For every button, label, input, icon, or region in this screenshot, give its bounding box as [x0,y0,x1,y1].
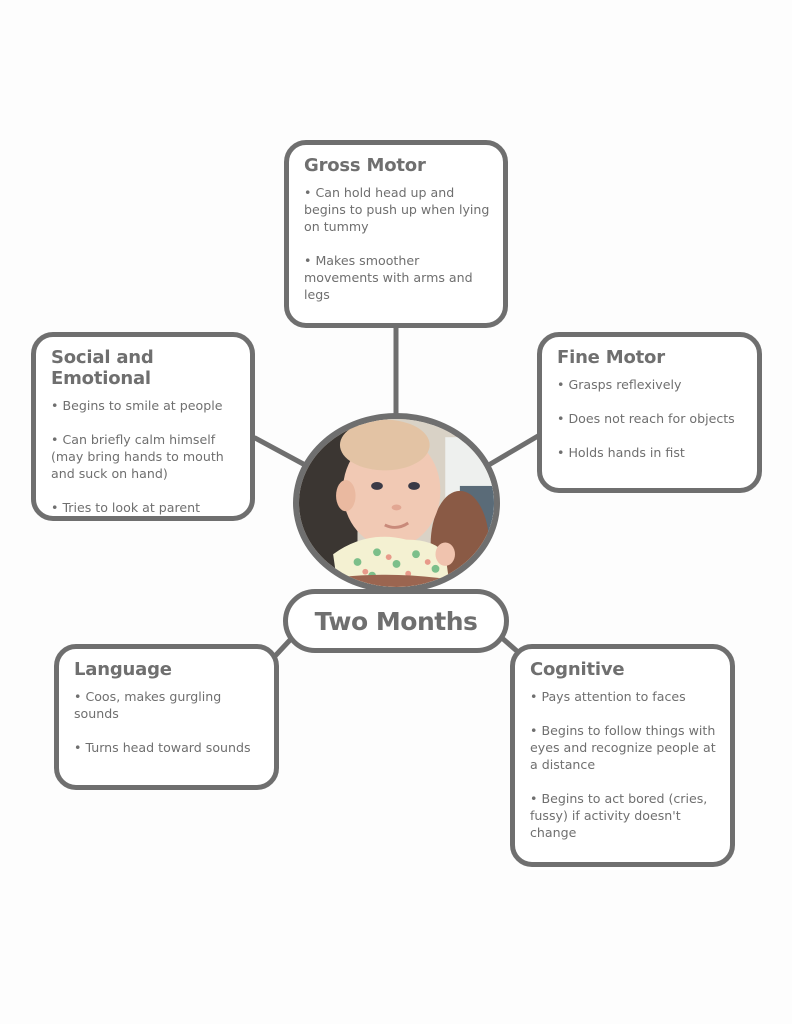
list-item: • Turns head toward sounds [74,739,262,756]
gross-motor-list [304,184,491,303]
language-card [54,644,279,790]
list-item: • Does not reach for objects [557,410,745,427]
language-title: Language [74,659,172,680]
connector-social-emotional [255,438,307,466]
list-item: • Holds hands in fist [557,444,745,461]
list-item: • Can hold head up and begins to push up when lying on tummy [304,184,491,235]
list-item: • Can briefly calm himself (may bring hands to mouth and suck on hand) [51,431,238,482]
fine-motor-card [537,332,762,493]
list-item: • Grasps reflexively [557,376,745,393]
cognitive-title: Cognitive [530,659,625,680]
cognitive-card [510,644,735,867]
list-item: • Begins to act bored (cries, fussy) if activity doesn't change [530,790,718,841]
cognitive-list [530,688,718,841]
list-item: • Makes smoother movements with arms and legs [304,252,491,303]
social-emotional-list [51,397,238,516]
list-item: • Begins to follow things with eyes and recognize people at a distance [530,722,718,773]
list-item: • Coos, makes gurgling sounds [74,688,262,722]
list-item: • Begins to smile at people [51,397,238,414]
gross-motor-title: Gross Motor [304,155,426,176]
social-emotional-card [31,332,255,521]
list-item: • Tries to look at parent [51,499,238,516]
fine-motor-list [557,376,745,461]
fine-motor-title: Fine Motor [557,347,665,368]
gross-motor-card [284,140,508,328]
baby-photo [293,413,500,593]
language-list [74,688,262,756]
social-emotional-title: Social and Emotional [51,347,154,389]
center-label: Two Months [283,589,509,653]
list-item: • Pays attention to faces [530,688,718,705]
connector-fine-motor [487,436,538,466]
connector-language [276,640,290,655]
